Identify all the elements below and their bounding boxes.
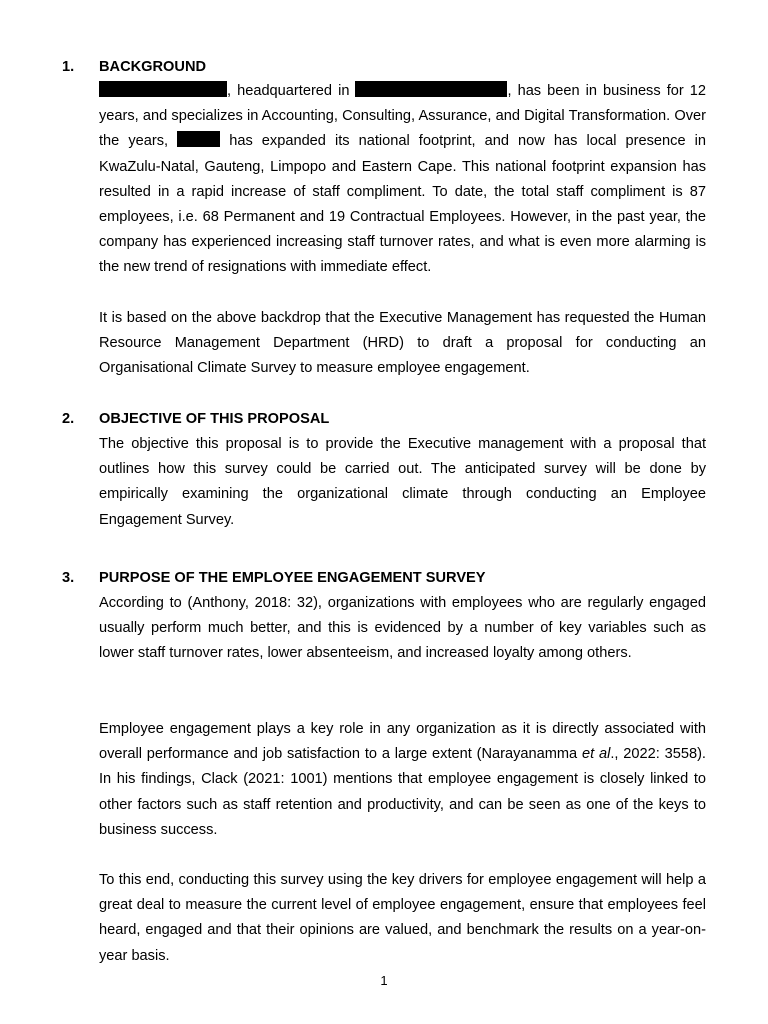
objective-paragraph: The objective this proposal is to provide the Executive management with a proposal that outlines how this survey could be carried out. The anticipated survey will be done by empirically examining the organizational climate through conducting an Employee Engagement Survey. bbox=[99, 436, 706, 528]
section-2-title: OBJECTIVE OF THIS PROPOSAL bbox=[99, 411, 330, 427]
text-segment: , headquartered in bbox=[227, 83, 356, 99]
section-1-title: BACKGROUND bbox=[99, 59, 207, 75]
purpose-paragraph-3: To this end, conducting this survey using the key drivers for employee engagement will help a great deal to measure the current level of employee engagement, ensure that employees feel heard, engaged and that their opinions are valued, and benchmark the results on a year-on-year basis. bbox=[99, 872, 706, 964]
section-2-number: 2. bbox=[62, 411, 75, 427]
background-paragraph-2: It is based on the above backdrop that the Executive Management has requested the Human Resource Management Department (HRD) to draft a proposal for conducting an Organisational Climate Survey to measure employee engagement. bbox=[99, 310, 706, 377]
background-paragraph-1 bbox=[99, 79, 706, 281]
redaction-company-name bbox=[99, 81, 227, 97]
text-segment: , has been in business for 12 years, and specializes in Accounting, Consulting, Assurance, and Digital Transformation. Over the years, bbox=[99, 83, 706, 150]
italic-citation: et al bbox=[581, 746, 611, 763]
page-number: 1 bbox=[380, 973, 388, 988]
text-segment: ., 2022: 3558). In his findings, Clack (2021: 1001) mentions that employee engagement is closely linked to other factors such as staff retention and productivity, and can be seen as one of the keys to business success. bbox=[99, 746, 706, 838]
redaction-headquarters bbox=[355, 81, 507, 97]
purpose-paragraph-1: According to (Anthony, 2018: 32), organizations with employees who are regularly engaged usually perform much better, and this is evidenced by a number of key variables such as lower staff turnover rates, lower absenteeism, and increased loyalty among others. bbox=[99, 595, 706, 662]
text-segment: Employee engagement plays a key role in any organization as it is directly associated with overall performance and job satisfaction to a large extent (Narayanamma bbox=[99, 721, 706, 763]
section-3-title: PURPOSE OF THE EMPLOYEE ENGAGEMENT SURVEY bbox=[99, 570, 486, 586]
text-segment: has expanded its national footprint, and now has local presence in KwaZulu-Natal, Gauteng, Limpopo and Eastern Cape. This national footprint expansion has resulted in a rapid increase of staff compliment. To date, the total staff compliment is 87 employees, i.e. 68 Permanent and 19 Contractual Employees. However, in the past year, the company has experienced increasing staff turnover rates, and what is even more alarming is the new trend of resignations with immediate effect. bbox=[99, 133, 706, 276]
section-1-number: 1. bbox=[62, 59, 75, 75]
section-3-number: 3. bbox=[62, 570, 75, 586]
purpose-paragraph-2 bbox=[99, 717, 706, 843]
redaction-company-short-name bbox=[177, 131, 220, 147]
